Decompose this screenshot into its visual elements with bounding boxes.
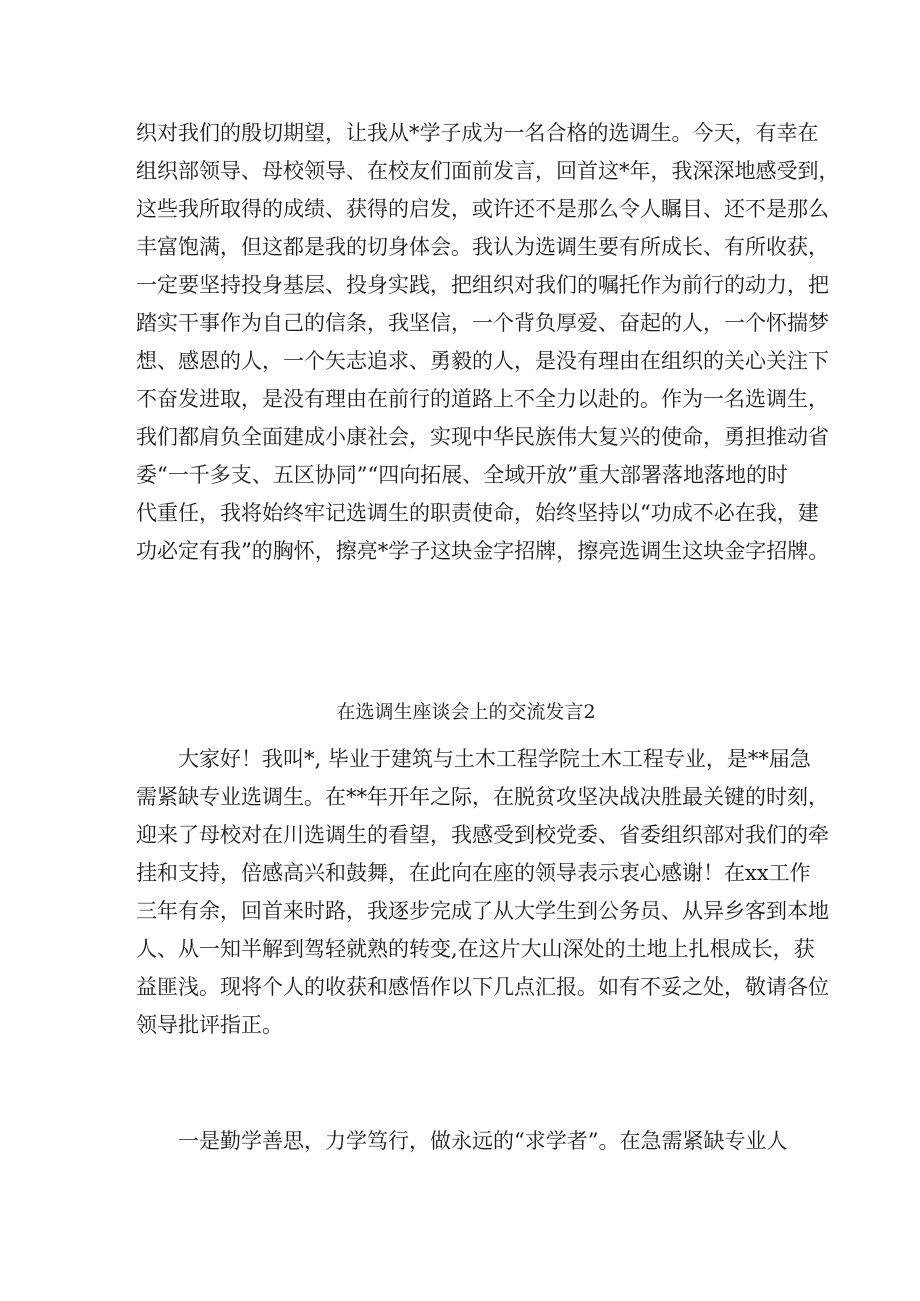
text-line: 迎来了母校对在川选调生的看望，我感受到校党委、省委组织部对我们的牵	[136, 823, 829, 847]
text-line: 领导批评指正。	[136, 1013, 283, 1037]
text-line: 一是勤学善思，力学笃行，做永远的“求学者”。在急需紧缺专业人	[178, 1129, 788, 1153]
text-line: 挂和支持，倍感高兴和鼓舞，在此向在座的领导表示衷心感谢！在xx工作	[136, 861, 811, 885]
section-title: 在选调生座谈会上的交流发言2	[336, 701, 596, 723]
text-line: 想、感恩的人，一个矢志追求、勇毅的人，是没有理由在组织的关心关注下	[136, 349, 829, 373]
text-line: 这些我所取得的成绩、获得的启发，或许还不是那么令人瞩目、还不是那么	[136, 197, 829, 221]
text-line: 我们都肩负全面建成小康社会，实现中华民族伟大复兴的使命，勇担推动省	[136, 425, 829, 449]
text-line: 踏实干事作为自己的信条，我坚信，一个背负厚爱、奋起的人，一个怀揣梦	[136, 311, 829, 335]
text-line: 组织部领导、母校领导、在校友们面前发言，回首这*年，我深深地感受到，	[136, 159, 840, 183]
text-line: 一定要坚持投身基层、投身实践，把组织对我们的嘱托作为前行的动力，把	[136, 273, 829, 297]
text-line: 代重任，我将始终牢记选调生的职责使命，始终坚持以“功成不必在我，建	[136, 501, 819, 525]
intro-paragraph	[136, 740, 829, 1044]
text-line: 需紧缺专业选调生。在**年开年之际，在脱贫攻坚决战决胜最关键的时刻，	[136, 785, 829, 809]
text-line: 大家好！我叫*, 毕业于建筑与土木工程学院土木工程专业，是**届急	[178, 747, 811, 771]
point-one-paragraph	[136, 1122, 796, 1160]
text-line: 委“一千多支、五区协同”“四向拓展、全域开放”重大部署落地落地的时	[136, 463, 788, 487]
text-line: 三年有余，回首来时路，我逐步完成了从大学生到公务员、从异乡客到本地	[136, 899, 829, 923]
text-line: 丰富饱满，但这都是我的切身体会。我认为选调生要有所成长、有所收获，	[136, 235, 829, 259]
paragraph-continuation	[136, 114, 840, 570]
text-line: 功必定有我”的胸怀，擦亮*学子这块金字招牌，擦亮选调生这块金字招牌。	[136, 539, 830, 563]
text-line: 益匪浅。现将个人的收获和感悟作以下几点汇报。如有不妥之处，敬请各位	[136, 975, 829, 999]
text-line: 人、从一知半解到驾轻就熟的转变,在这片大山深处的土地上扎根成长，获	[136, 937, 815, 961]
text-line: 织对我们的殷切期望，让我从*学子成为一名合格的选调生。今天，有幸在	[136, 121, 819, 145]
text-line: 不奋发进取，是没有理由在前行的道路上不全力以赴的。作为一名选调生，	[136, 387, 829, 411]
